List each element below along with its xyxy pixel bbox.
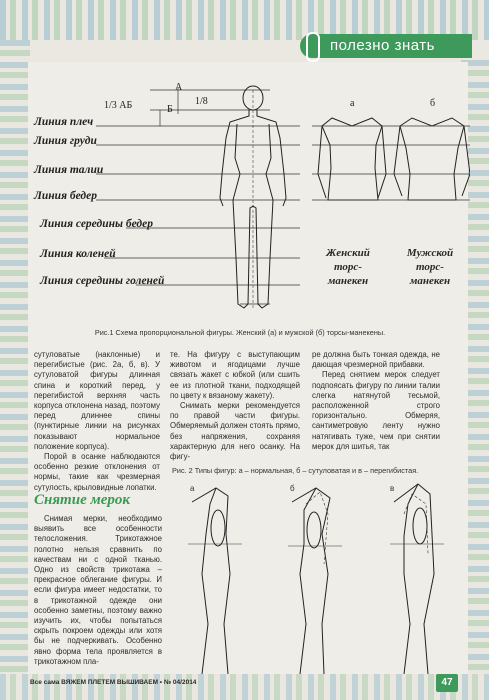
fig2-letter-v: в <box>390 484 395 493</box>
figure-proportional-body <box>30 78 470 328</box>
mark-female-a: а <box>350 98 355 109</box>
col2-para2: Снимать мерки рекомендуется по правой части фигуры. Обмеряемый должен стоять прямо, без напряжения, сохраняя характерную для него осанку. На фигу- <box>170 401 300 462</box>
ornament-border-left <box>0 40 30 674</box>
ornament-border-bottom <box>0 674 489 700</box>
label-shoulder-line: Линия плеч <box>34 116 94 128</box>
label-mid-shin-line: Линия середины голеней <box>40 275 165 287</box>
col1-bottom-para: Снимая мерки, необходимо выявить все особенности телосложения. Трикотажное полотно нельзя сравнить по качествам ни с одной тканью. Одно из свойств трикотажа – прекрасное облегание фигуры. И если фигура имеет недостатки, то в трикотажной одежде они особенно заметны, поэтому важно изучить их, чтобы попытаться скрыть покроем одежды или хотя бы не подчеркивать. Особенно явно форма тела проявляется в трикотажном пла- <box>34 514 162 666</box>
column1-bottom <box>34 514 162 667</box>
label-mid-thigh-line: Линия середины бедер <box>40 218 153 230</box>
col2-para1: те. На фигуру с выступающим животом и ягодицами лучше связать жакет с юбкой (или сшить ее из плотной ткани, подходящей по цвету к вязаному жакету). <box>170 350 300 400</box>
label-knee-line: Линия коленей <box>40 248 116 260</box>
label-hip-line: Линия бедер <box>34 190 97 202</box>
col1-para2: Порой в осанке наблюдаются особенно резкие отклонения от нормы, такие как чрезмерная сутулость, крыловидные лопатки. <box>34 452 160 492</box>
footer-magazine-name: Все сама ВЯЖЕМ ПЛЕТЕМ ВЫШИВАЕМ • № 04/2014 <box>30 679 197 686</box>
label-bust-line: Линия груди <box>34 135 97 147</box>
page-number: 47 <box>436 674 458 692</box>
section-title: полезно знать <box>330 37 435 54</box>
figure1-drawing <box>30 78 470 328</box>
column3-top <box>312 350 440 452</box>
col3-para1: ре должна быть тонкая одежда, не дающая чрезмерной прибавки. <box>312 350 440 370</box>
col1-para1: сутуловатые (наклонные) и перегибистые (рис. 2а, б, в). У сутуловатой фигуры длинная спина и короткий перед, у перегибистой верхняя часть корпуса отклонена назад, поэтому перед длиннее спины (пунктирные линии на рисунках показывают нормальное положение корпуса). <box>34 350 160 451</box>
paperclip-icon <box>306 32 320 62</box>
figure1-caption: Рис.1 Схема пропорциональной фигуры. Женский (а) и мужской (б) торсы-манекены. <box>94 328 386 337</box>
fig2-letter-a: а <box>190 484 195 493</box>
column1-top <box>34 350 160 493</box>
mark-third-ab: 1/3 АБ <box>104 100 133 111</box>
mark-eighth: 1/8 <box>195 96 208 107</box>
mark-a: А <box>175 82 183 93</box>
section-header-tab <box>300 34 472 58</box>
figure-body-types <box>172 474 468 674</box>
figure2-caption: Рис. 2 Типы фигур: а – нормальная, б – сутуловатая и в – перегибистая. <box>172 466 419 475</box>
fig2-letter-b: б <box>290 484 295 493</box>
mark-b: Б <box>167 104 173 115</box>
label-waist-line: Линия талии <box>34 164 104 176</box>
col3-para2: Перед снятием мерок следует подпоясать фигуру по линии талии слегка натянутой тесьмой, расположенной строго горизонтально. Обмеряя, сантиметровую ленту нужно натягивать туже, чем при снятии мерок для шитья, так <box>312 370 440 451</box>
female-manikin-label: Женский торс- манекен <box>326 247 370 287</box>
section-heading: Снятие мерок <box>34 492 131 508</box>
mark-male-b: б <box>430 98 436 109</box>
column2-top <box>170 350 300 462</box>
male-manikin-label: Мужской торс- манекен <box>406 247 454 287</box>
figure2-drawing <box>172 474 468 674</box>
